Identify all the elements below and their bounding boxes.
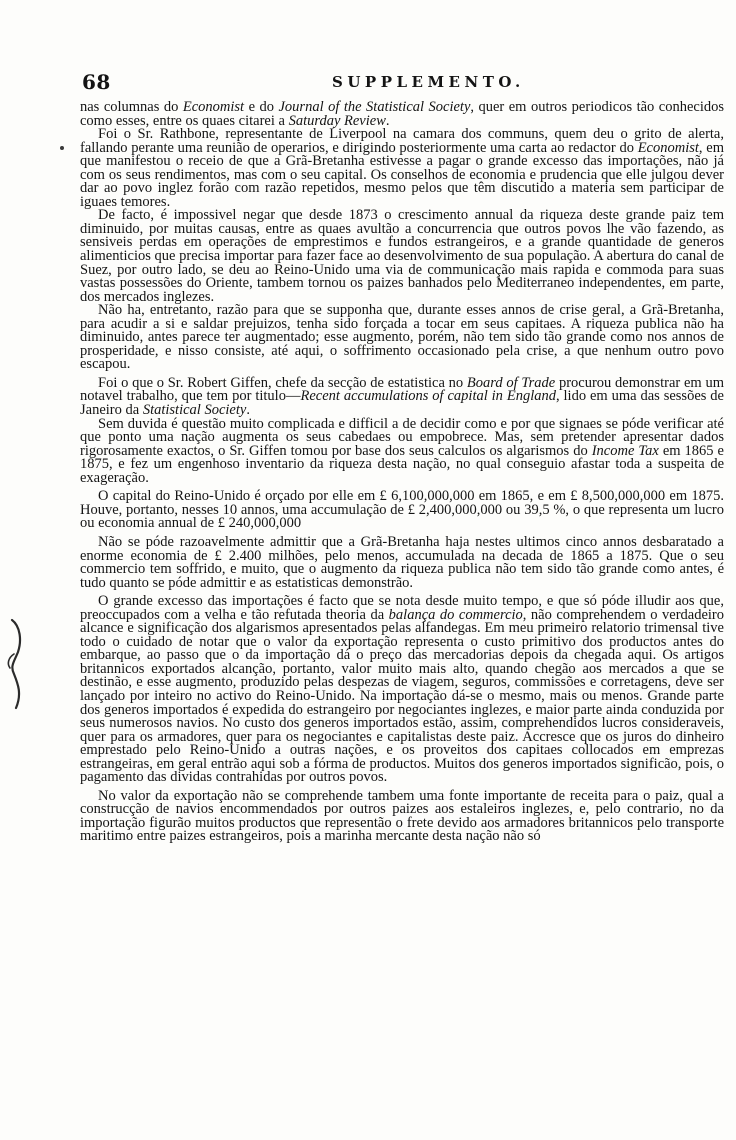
paragraph	[80, 101, 724, 128]
italic-text: Board of Trade	[466, 374, 556, 391]
text-segment: .	[246, 402, 250, 419]
text-segment: Sem duvida é questão muito complicada e difficil a de decidir como e por que signaes se póde verificar até que ponto uma nação augmenta os seus cabedaes ou empobrece. Mas, sem pretender apresentar dados rigorosamente exactos, o Sr. Giffen tomou por base dos seus calculos os algarismos do	[80, 415, 724, 459]
margin-bracket-mark	[4, 618, 26, 710]
margin-dot	[60, 146, 64, 150]
text-segment: O capital do Reino-Unido é orçado por elle em £ 6,100,000,000 em 1865, e em £ 8,500,000,000 em 1875. Houve, portanto, nesses 10 annos, uma accumulação de £ 2,400,000,000 ou 39,5 %, o que representa um lucro ou economia annual de £ 240,000,000	[80, 488, 724, 532]
italic-text: Recent accumulations of capital in England	[300, 388, 556, 405]
text-segment: , quer em outros periodicos tão conhecidos como esses, entre os quaes citarei a	[80, 99, 724, 129]
paragraph	[80, 209, 724, 304]
italic-text: Economist	[182, 99, 245, 115]
italic-text: Saturday Review	[288, 112, 386, 129]
paragraph	[80, 415, 724, 486]
page-header	[82, 70, 722, 96]
paragraph	[80, 533, 724, 591]
text-segment: , lido em uma das sessões de Janeiro da	[80, 388, 724, 419]
article-body	[80, 101, 724, 844]
text-segment: Foi o Sr. Rathbone, representante de Liverpool na camara dos communs, quem deu o grito de alerta, fallando perante uma reunião de operarios, e dirigindo posteriormente uma carta ao redactor do	[80, 126, 724, 156]
text-segment: .	[385, 112, 390, 129]
page-number: 68	[82, 70, 111, 94]
paragraph	[80, 128, 724, 209]
paragraph	[80, 490, 724, 531]
italic-text: Statistical Society	[142, 402, 247, 419]
text-segment: Não ha, entretanto, razão para que se supponha que, durante esses annos de crise geral, a Grã-Bretanha, para acudir a si e saldar prejuizos, tenha sido forçada a tocar em seus capitaes. A riqueza publica não ha diminuido, antes parece ter augmentado; esse augmento, porém, não tem sido tão grande como nos annos de prosperidade, e nisso consiste, até aqui, o soffrimento occasionado pela crise, a que nenhum outro povo escapou.	[80, 302, 724, 373]
text-segment: e do	[244, 99, 279, 115]
text-segment: De facto, é impossivel negar que desde 1873 o crescimento annual da riqueza deste grande paiz tem diminuido, por muitas causas, entre as quaes avultão a concurrencia que outros povos lhe vão fazendo, as sensiveis perdas em operações de emprestimos e fundos estrangeiros, e a grande quantidade de generos alimenticios que precisa importar para fazer face ao desenvolvimento de sua população. A abertura do canal de Suez, por outro lado, se deu ao Reino-Unido uma via de communicação mais rapida e commoda para suas vastas possessões do Oriente, tambem tornou os paizes banhados pelo Mediterraneo independentes, em parte, dos mercados inglezes.	[80, 207, 724, 305]
text-segment: , não comprehendem o verdadeiro alcance e significação dos algarismos apresentados pelas alfandegas. Em meu primeiro relatorio trimensal tive todo o cuidado de notar que o valor da exportação representa o custo primitivo dos productos antes do embarque, ao passo que o da importação dá o preço das mercadorias depois da chegada aqui. Os artigos britannicos exportados alcanção, portanto, valor muito mais alto, quando chegão aos mercados a que se destinão, e esse augmento, produzido pelas despezas de viagem, seguros, commissões e corretagens, deve ser lançado por inteiro no activo do Reino-Unido. Na importação dá-se o mesmo, mais ou menos. Grande parte dos generos importados é expedida do estrangeiro por negociantes inglezes, e maior parte ainda conduzida por seus numerosos navios. No custo dos generos importados estão, assim, comprehendidos lucros consideraveis, quer para os armadores, quer para os negociantes e capitalistas deste paiz. Accresce que os juros do dinheiro emprestado pelo Reino-Unido a outras nações, e os proveitos dos capitaes collocados em emprezas estrangeiras, em geral entrão aqui sob a fórma de productos. Muitos dos generos importados significão, pois, o pagamento das dividas contrahidas por outros povos.	[80, 606, 725, 786]
text-segment: em 1865 e 1875, e fez um engenhoso inventario da riqueza desta nação, no qual conseguio afastar toda a suspeita de exageração.	[80, 442, 724, 486]
text-segment: procurou demonstrar em um notavel trabalho, que tem por titulo—	[80, 374, 724, 405]
paragraph	[80, 595, 724, 785]
text-segment: No valor da exportação não se comprehende tambem uma fonte importante de receita para o paiz, qual a construcção de navios encommendados por outros paizes aos estaleiros inglezes, e, pelo contrario, no da importação figurão muitos productos que representão o frete devido aos armadores britannicos pelo transporte maritimo entre paizes estrangeiros, pois a marinha mercante desta nação não só	[80, 787, 724, 845]
text-segment: , em que manifestou o receio de que a Grã-Bretanha estivesse a pagar o grande excesso das importações, não já com os seus rendimentos, mas com o seu capital. Os conselhos de economia e prudencia que elle julgou dever dar ao povo inglez forão com razão repetidos, mesmo pelos que têm discutido a materia sem participar de iguaes temores.	[80, 139, 724, 210]
running-title: SUPPLEMENTO.	[332, 73, 525, 91]
text-segment: Foi o que o Sr. Robert Giffen, chefe da secção de estatistica no	[98, 374, 467, 391]
text-segment: nas columnas do	[80, 99, 183, 115]
paragraph	[80, 374, 724, 419]
text-segment: O grande excesso das importações é facto que se nota desde muito tempo, e que só póde illudir aos que, preoccupados com a velha e tão refutada theoria da	[80, 593, 724, 623]
text-segment: Não se póde razoavelmente admittir que a Grã-Bretanha haja nestes ultimos cinco annos desbaratado a enorme economia de £ 2.400 milhões, pelo menos, accumulada na decada de 1865 a 1875. Que o seu commercio tem soffrido, e muito, que o augmento da riqueza publica não tem sido tão grande como antes, é tudo quanto se póde admittir e as estatisticas demonstrão.	[80, 533, 724, 591]
paragraph	[80, 787, 724, 845]
italic-text: balança do commercio	[388, 606, 523, 623]
italic-text: Economist	[637, 139, 699, 156]
italic-text: Income Tax	[591, 442, 659, 459]
paragraph	[80, 304, 724, 372]
italic-text: Journal of the Statistical Society	[278, 99, 471, 115]
